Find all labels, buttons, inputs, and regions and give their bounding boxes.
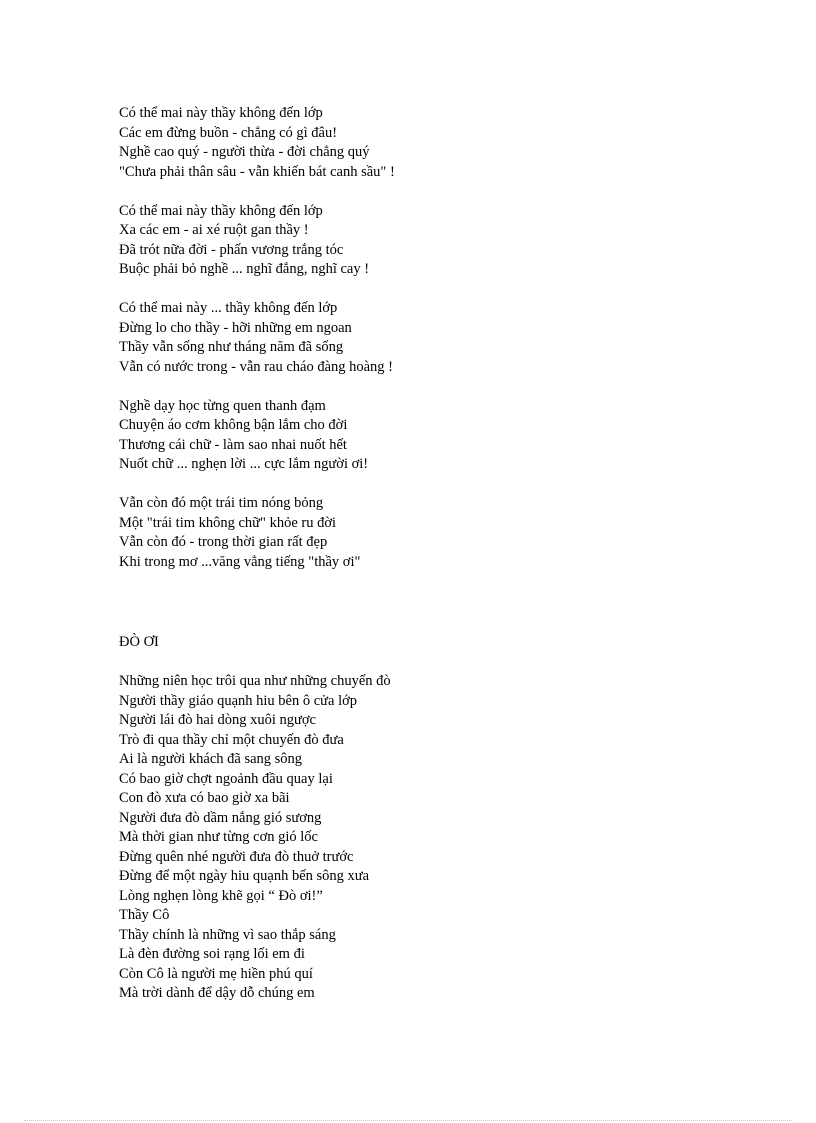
stanza-gap [119,182,719,202]
poem-line: Đừng để một ngày hiu quạnh bến sông xưa [119,868,370,884]
poem-line: Ai là người khách đã sang sông [119,751,303,767]
poem-line: Người đưa đò dầm nắng gió sương [119,809,322,826]
poem-line: Có bao giờ chợt ngoảnh đầu quay lại [119,770,333,787]
stanza [119,299,719,377]
poem-line: Con đò xưa có bao giờ xa bãi [119,790,290,806]
poem-line: Khi trong mơ ...văng vẳng tiếng "thầy ơi" [119,553,361,570]
poem-line: Trò đi qua thầy chỉ một chuyến đò đưa [119,731,344,748]
poem-line: Có thể mai này thầy không đến lớp [119,105,323,121]
poem-line: Người thầy giáo quạnh hiu bên ô cửa lớp [119,692,358,709]
poem-line: Đã trót nữa đời - phấn vương trắng tóc [119,241,344,258]
poem-line: Vẫn còn đó một trái tim nóng bỏng [119,495,324,511]
poem-line: Lòng nghẹn lòng khẽ gọi “ Đò ơi!” [119,887,323,904]
poem-two [119,633,719,1004]
poem-line: Các em đừng buồn - chẳng có gì đâu! [119,124,338,141]
page-boundary-divider [24,1120,792,1121]
poem-line: Những niên học trôi qua như những chuyến đò [119,673,391,689]
poem-line: Đừng lo cho thầy - hỡi những em ngoan [119,319,352,336]
poem-title: ĐÒ ƠI [119,634,159,650]
poem-line: Nghề cao quý - người thừa - đời chẳng quý [119,144,370,160]
stanza [119,397,719,475]
poem-line: Chuyện áo cơm không bận lắm cho đời [119,417,348,433]
poem-line: Nghề dạy học từng quen thanh đạm [119,397,326,414]
stanza-gap [119,377,719,397]
stanza [119,202,719,280]
poem-line: Là đèn đường soi rạng lối em đi [119,946,305,962]
stanza-gap [119,475,719,495]
poem-line: "Chưa phải thân sâu - vẫn khiến bát canh sầu" ! [119,163,395,180]
poem-line: Người lái đò hai dòng xuôi ngược [119,712,316,728]
poem-line: Còn Cô là người mẹ hiền phú quí [119,965,313,982]
stanza [119,672,719,1004]
poem-line: Thầy vẫn sống như tháng năm đã sống [119,339,344,355]
stanza [119,494,719,572]
poem-line: Mà thời gian như từng cơn gió lốc [119,829,318,845]
poem-line: Một "trái tim không chữ" khỏe ru đời [119,514,337,531]
poem-line: Xa các em - ai xé ruột gan thầy ! [119,222,309,238]
poem-line: Thương cái chữ - làm sao nhai nuốt hết [119,436,347,453]
stanza [119,104,719,182]
poem-line: Có thể mai này ... thầy không đến lớp [119,300,338,316]
poem-line: Mà trời dành để dậy dỗ chúng em [119,985,315,1001]
poem-line: Vẫn có nước trong - vẫn rau cháo đàng hoàng ! [119,358,394,375]
poem-line: Vẫn còn đó - trong thời gian rất đẹp [119,534,328,550]
poem-line: Đừng quên nhé người đưa đò thuở trước [119,848,354,865]
poem-line: Có thể mai này thầy không đến lớp [119,202,323,219]
poem-line: Thầy Cô [119,907,170,923]
poem-line: Thầy chính là những vì sao thắp sáng [119,926,336,943]
poem-line: Nuốt chữ ... nghẹn lời ... cực lắm người ơi! [119,456,369,472]
poem-line: Buộc phải bỏ nghề ... nghĩ đắng, nghĩ cay ! [119,261,370,277]
stanza-gap [119,280,719,300]
poem-one [119,104,719,572]
